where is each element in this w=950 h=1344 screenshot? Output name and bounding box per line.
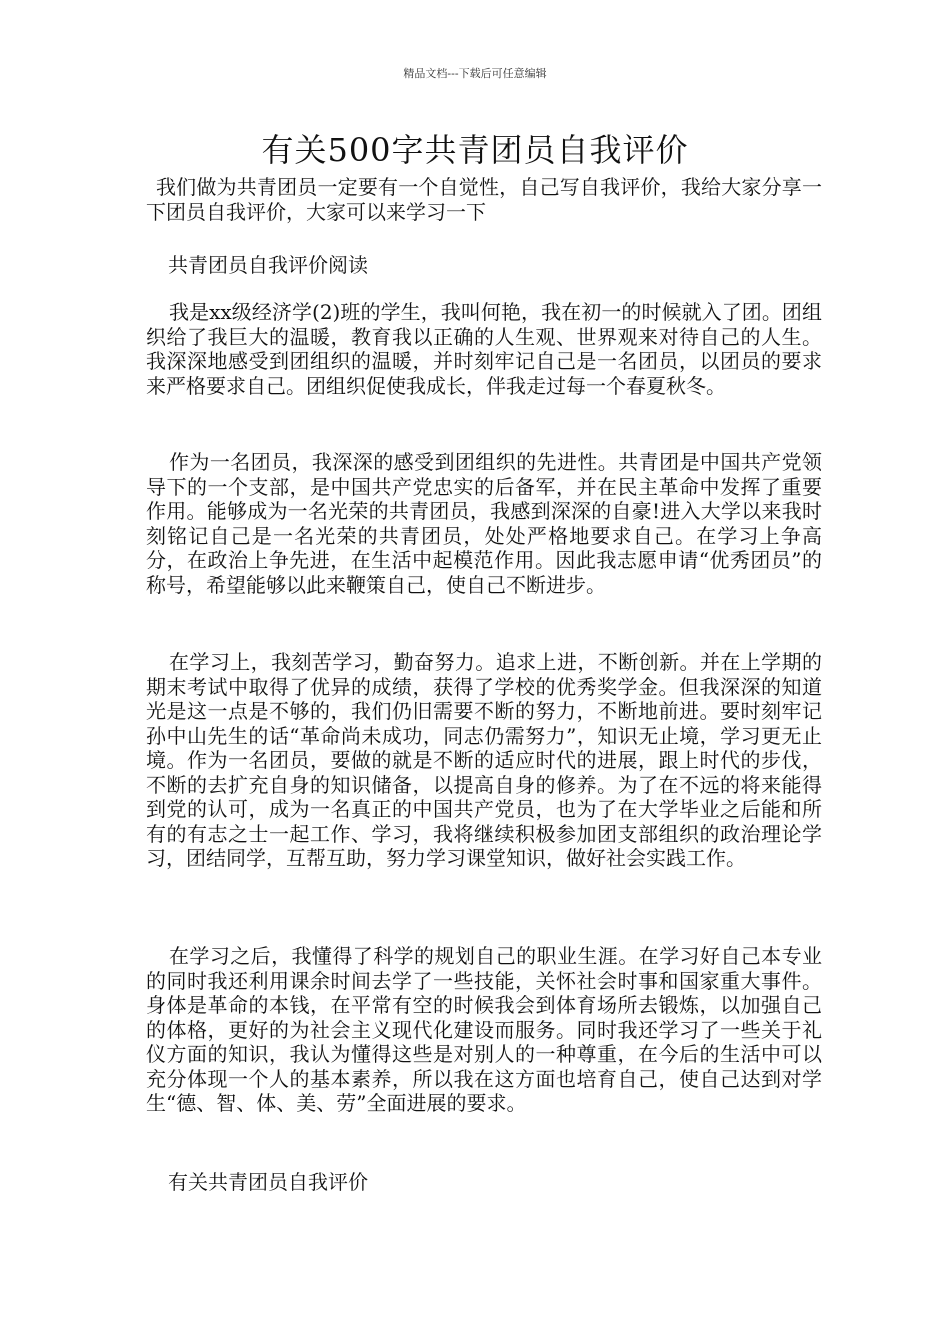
- body-paragraph-1: 我是xx级经济学(2)班的学生，我叫何艳，我在初一的时候就入了团。团组织给了我巨大的温暖，教育我以正确的人生观、世界观来对待自己的人生。我深深地感受到团组织的温暖，并时刻牢记自己是一名团员，以团员的要求来严格要求自己。团组织促使我成长，伴我走过每一个春夏秋冬。: [146, 300, 822, 398]
- body-paragraph-3: 在学习上，我刻苦学习，勤奋努力。追求上进，不断创新。并在上学期的期末考试中取得了优异的成绩，获得了学校的优秀奖学金。但我深深的知道光是这一点是不够的，我们仍旧需要不断的努力，不断地前进。要时刻牢记孙中山先生的话“革命尚未成功，同志仍需努力”，知识无止境，学习更无止境。作为一名团员，要做的就是不断的适应时代的进展，跟上时代的步伐，不断的去扩充自身的知识储备，以提高自身的修养。为了在不远的将来能得到党的认可，成为一名真正的中国共产党员，也为了在大学毕业之后能和所有的有志之士一起工作、学习，我将继续积极参加团支部组织的政治理论学习，团结同学，互帮互助，努力学习课堂知识，做好社会实践工作。: [146, 650, 822, 870]
- section-heading-related: 有关共青团员自我评价: [168, 1170, 368, 1194]
- body-paragraph-2: 作为一名团员，我深深的感受到团组织的先进性。共青团是中国共产党领导下的一个支部，是中国共产党忠实的后备军，并在民主革命中发挥了重要作用。能够成为一名光荣的共青团员，我感到深深的自豪!进入大学以来我时刻铭记自己是一名光荣的共青团员，处处严格地要求自己。在学习上争高分，在政治上争先进，在生活中起模范作用。因此我志愿申请“优秀团员”的称号，希望能够以此来鞭策自己，使自己不断进步。: [146, 450, 822, 597]
- body-paragraph-4: 在学习之后，我懂得了科学的规划自己的职业生涯。在学习好自己本专业的同时我还利用课余时间去学了一些技能，关怀社会时事和国家重大事件。身体是革命的本钱，在平常有空的时候我会到体育场所去锻炼，以加强自己的体格，更好的为社会主义现代化建设而服务。同时我还学习了一些关于礼仪方面的知识，我认为懂得这些是对别人的一种尊重，在今后的生活中可以充分体现一个人的基本素养，所以我在这方面也培育自己，使自己达到对学生“德、智、体、美、劳”全面进展的要求。: [146, 944, 822, 1115]
- header-note: 精品文档---下载后可任意编辑: [403, 67, 547, 80]
- section-heading-reading: 共青团员自我评价阅读: [168, 253, 368, 277]
- page-title: 有关500字共青团员自我评价: [261, 131, 689, 169]
- intro-paragraph: 我们做为共青团员一定要有一个自觉性，自己写自我评价，我给大家分享一下团员自我评价，大家可以来学习一下: [146, 175, 822, 224]
